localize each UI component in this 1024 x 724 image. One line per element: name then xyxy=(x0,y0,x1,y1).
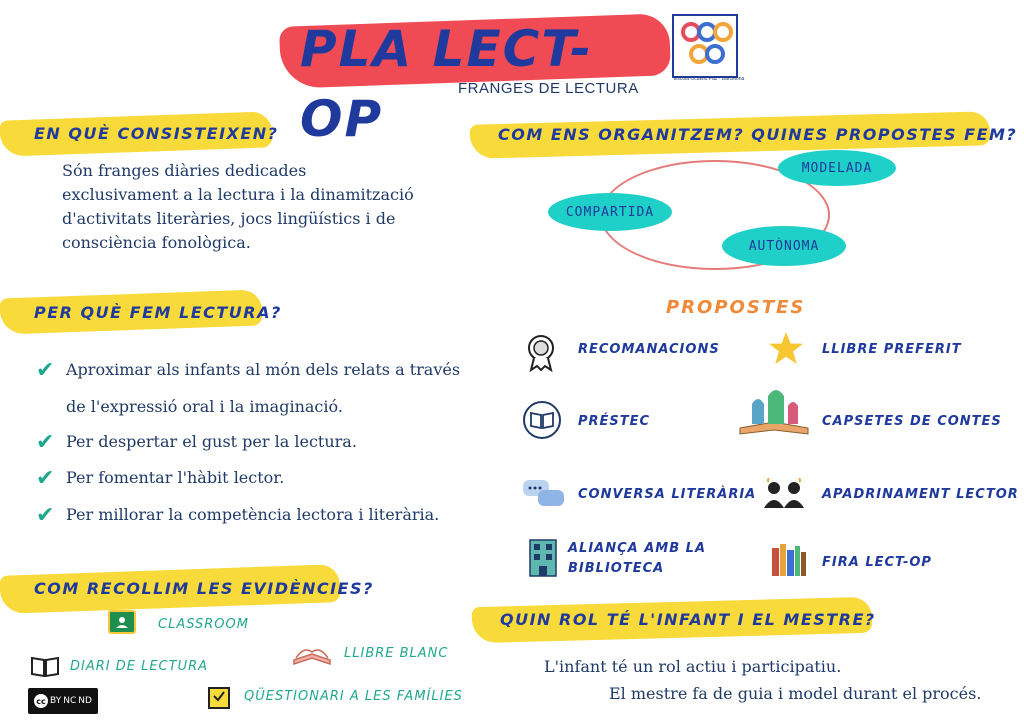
propostes-title: PROPOSTES xyxy=(666,297,806,318)
proposta-llibre-preferit: LLIBRE PREFERIT xyxy=(822,342,962,357)
evidence-diari: DIARI DE LECTURA xyxy=(70,659,209,674)
check-icon: ✔ xyxy=(36,358,55,383)
check-icon: ✔ xyxy=(36,466,55,491)
proposta-recomanacions: RECOMANACIONS xyxy=(578,342,720,357)
proposta-conversa: CONVERSA LITERÀRIA xyxy=(578,487,757,502)
proposta-alianca-line: BIBLIOTECA xyxy=(568,561,665,576)
consist-line: consciència fonològica. xyxy=(62,233,251,252)
lending-book-icon xyxy=(522,400,562,440)
evidence-llibre-blanc: LLIBRE BLANC xyxy=(344,646,449,661)
consist-paragraph xyxy=(62,159,414,255)
proposta-alianca-line: ALIANÇA AMB LA xyxy=(568,541,707,556)
license-nc: NC xyxy=(63,696,77,706)
role-infant: L'infant té un rol actiu i participatiu. xyxy=(544,657,842,676)
classroom-icon xyxy=(108,610,136,634)
logo-caption: Escola Octavio Paz · Barcelona xyxy=(674,76,745,82)
check-icon: ✔ xyxy=(36,503,55,528)
bookshelf-icon xyxy=(770,542,808,578)
evidence-questionari: QÜESTIONARI A LES FAMÍLIES xyxy=(244,689,463,704)
reason-item: Per despertar el gust per la lectura. xyxy=(66,432,357,451)
check-icon: ✔ xyxy=(36,430,55,455)
storybook-icon xyxy=(738,386,810,438)
reason-item: Aproximar als infants al món dels relats a través xyxy=(66,360,461,379)
heading-role: QUIN ROL TÉ L'INFANT I EL MESTRE? xyxy=(500,610,876,629)
proposta-prestec: PRÉSTEC xyxy=(578,414,651,429)
reason-item: Per millorar la competència lectora i literària. xyxy=(66,505,440,524)
award-badge-icon xyxy=(522,332,560,372)
reason-item: Per fomentar l'hàbit lector. xyxy=(66,468,285,487)
heading-consist: EN QUÈ CONSISTEIXEN? xyxy=(34,124,279,143)
consist-line: d'activitats literàries, jocs lingüístics i de xyxy=(62,209,396,228)
chat-bubbles-icon xyxy=(522,478,566,510)
mode-compartida: COMPARTIDA xyxy=(548,193,672,231)
star-icon xyxy=(766,330,806,366)
proposta-apadrinament: APADRINAMENT LECTOR xyxy=(822,487,1019,502)
proposta-capsetes: CAPSETES DE CONTES xyxy=(822,414,1002,429)
mode-modelada: MODELADA xyxy=(778,150,896,186)
role-mestre: El mestre fa de guia i model durant el procés. xyxy=(609,684,982,703)
consist-line: Són franges diàries dedicades xyxy=(62,161,307,180)
cc-icon: cc xyxy=(34,694,48,708)
school-logo xyxy=(672,14,738,78)
license-by: BY xyxy=(50,696,62,706)
mode-autonoma: AUTÒNOMA xyxy=(722,226,846,266)
heading-why: PER QUÈ FEM LECTURA? xyxy=(34,303,282,322)
proposta-alianca xyxy=(568,539,706,579)
open-book-icon xyxy=(292,640,332,668)
people-icon xyxy=(762,478,806,510)
reason-item: de l'expressió oral i la imaginació. xyxy=(66,397,343,416)
page-subtitle: FRANGES DE LECTURA xyxy=(458,80,639,97)
heading-evidence: COM RECOLLIM LES EVIDÈNCIES? xyxy=(34,579,374,598)
consist-line: exclusivament a la lectura i la dinamització xyxy=(62,185,414,204)
proposta-fira: FIRA LECT-OP xyxy=(822,555,932,570)
library-building-icon xyxy=(528,538,558,578)
heading-org: COM ENS ORGANITZEM? QUINES PROPOSTES FEM? xyxy=(498,125,1018,144)
license-nd: ND xyxy=(78,696,92,706)
evidence-classroom: CLASSROOM xyxy=(158,617,249,632)
cc-license-badge xyxy=(28,688,98,714)
book-open-icon xyxy=(30,654,60,678)
page-title: PLA LECT-OP xyxy=(300,20,593,148)
survey-box-icon xyxy=(206,684,232,710)
